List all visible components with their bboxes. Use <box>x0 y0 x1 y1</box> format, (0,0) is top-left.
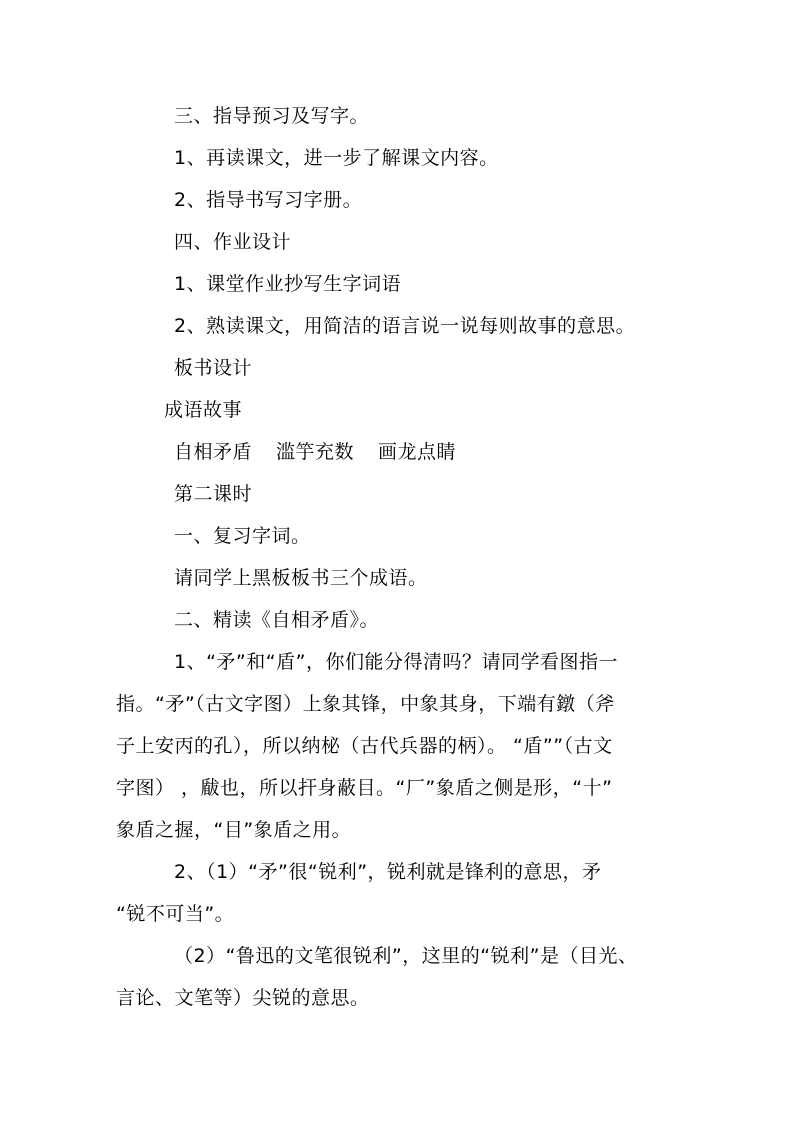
paragraph-line: 子上安丙的孔），所以纳柲（古代兵器的柄）。 “盾””（古文 <box>116 735 613 757</box>
board-title: 成语故事 <box>164 399 243 421</box>
section-heading-homework: 四、作业设计 <box>174 231 292 253</box>
paragraph-line: 言论、文笔等）尖锐的意思。 <box>116 987 370 1009</box>
paragraph-line: 2、（1）“矛”很“锐利”，锐利就是锋利的意思，矛 <box>174 861 602 883</box>
section-heading-board-design: 板书设计 <box>174 357 253 379</box>
idiom-item: 画龙点睛 <box>378 441 457 463</box>
section-heading-close-reading: 二、精读《自相矛盾》。 <box>174 609 380 631</box>
idiom-item: 滥竽充数 <box>276 441 355 463</box>
paragraph-line: 指。“矛”（古文字图）上象其锋，中象其身，下端有鐓（斧 <box>116 693 615 715</box>
section-heading-guide-preview: 三、指导预习及写字。 <box>174 105 370 127</box>
paragraph-line: 1、课堂作业抄写生字词语 <box>174 273 402 295</box>
paragraph-line: “锐不可当”。 <box>116 903 235 925</box>
idiom-list <box>174 440 456 464</box>
paragraph-line: 2、指导书写习字册。 <box>174 189 363 211</box>
lesson-heading: 第二课时 <box>174 483 253 505</box>
paragraph-line: （2）“鲁迅的文笔很锐利”，这里的“锐利”是（目光、 <box>174 945 638 967</box>
paragraph-line: 象盾之握，“目”象盾之用。 <box>116 819 352 841</box>
paragraph-line: 1、“矛”和“盾”，你们能分得清吗？请同学看图指一 <box>174 651 618 673</box>
paragraph-line: 1、再读课文，进一步了解课文内容。 <box>174 147 499 169</box>
paragraph-line: 字图） ，瞂也，所以扞身蔽目。“厂”象盾之侧是形，“十” <box>116 777 613 799</box>
paragraph-line: 2、熟读课文，用简洁的语言说一说每则故事的意思。 <box>174 315 636 337</box>
paragraph-line: 请同学上黑板板书三个成语。 <box>174 567 428 589</box>
idiom-item: 自相矛盾 <box>174 441 253 463</box>
section-heading-review: 一、复习字词。 <box>174 525 311 547</box>
